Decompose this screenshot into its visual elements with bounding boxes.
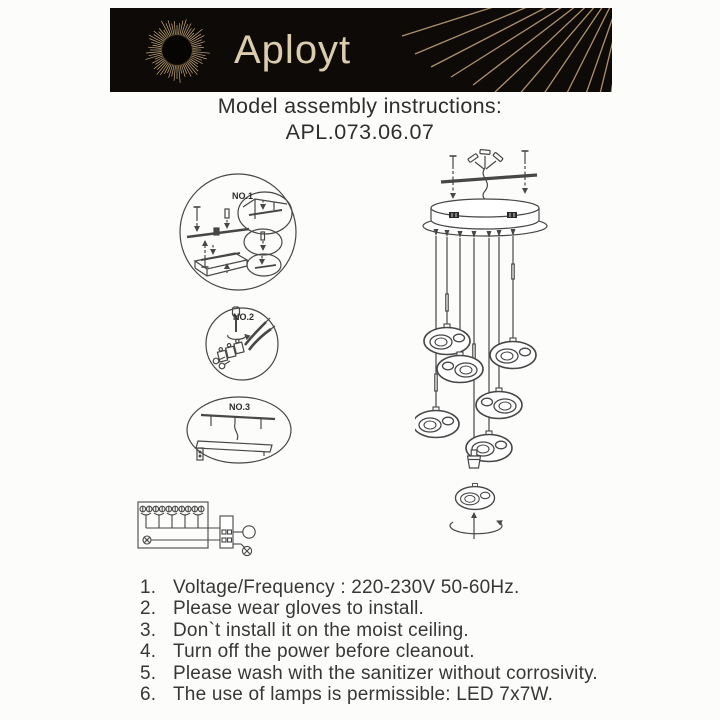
detached-lamp-shade (455, 484, 494, 510)
instruction-item (140, 663, 620, 684)
ceiling-canopy (423, 199, 547, 236)
led-lamps (140, 506, 204, 528)
instructions-heading: Model assembly instructions: (217, 94, 503, 118)
instructions-list (140, 577, 620, 705)
instruction-text: Turn off the power before cleanout. (173, 641, 475, 663)
instruction-text: The use of lamps is permissible: LED 7x7W. (173, 684, 554, 706)
banner-rays-decoration (397, 8, 612, 92)
figure-chandelier-assembly (415, 146, 575, 542)
instruction-number: 3. (140, 619, 157, 641)
lamp-shade (424, 324, 470, 355)
instruction-item (140, 577, 620, 598)
instruction-item (140, 684, 620, 705)
instruction-text: Don`t install it on the moist ceiling. (173, 619, 469, 641)
step-3-label: NO.3 (229, 402, 251, 412)
figure-wiring-diagram (134, 496, 262, 560)
step-1-label: NO.1 (232, 191, 254, 201)
instruction-number: 5. (140, 662, 157, 684)
lamp-shade (437, 352, 483, 383)
instruction-number: 1. (140, 577, 157, 598)
instruction-number: 6. (140, 684, 157, 706)
lamp-shade (490, 338, 536, 369)
instruction-number: 4. (140, 641, 157, 663)
brand-banner (110, 8, 612, 92)
rotate-to-attach-arrow (450, 513, 502, 539)
figure-step-2 (203, 305, 281, 383)
instruction-item (140, 598, 620, 619)
step-2-label: NO.2 (233, 312, 255, 322)
eclipse-sunburst-icon (138, 11, 216, 89)
model-number: APL.073.06.07 (285, 120, 435, 144)
instruction-text: Please wear gloves to install. (173, 598, 425, 620)
instruction-item (140, 641, 620, 662)
instruction-item (140, 620, 620, 641)
title-block (0, 93, 720, 145)
instruction-text: Voltage/Frequency : 220-230V 50-60Hz. (173, 577, 520, 598)
brand-name: Aployt (234, 28, 352, 72)
lamp-shade (415, 407, 459, 438)
instruction-number: 2. (140, 598, 157, 620)
figure-step-1 (177, 169, 299, 295)
instruction-text: Please wash with the sanitizer without corrosivity. (173, 662, 598, 684)
lamp-shade (476, 388, 522, 419)
wire-connectors (468, 150, 503, 169)
figure-step-3 (185, 395, 293, 465)
